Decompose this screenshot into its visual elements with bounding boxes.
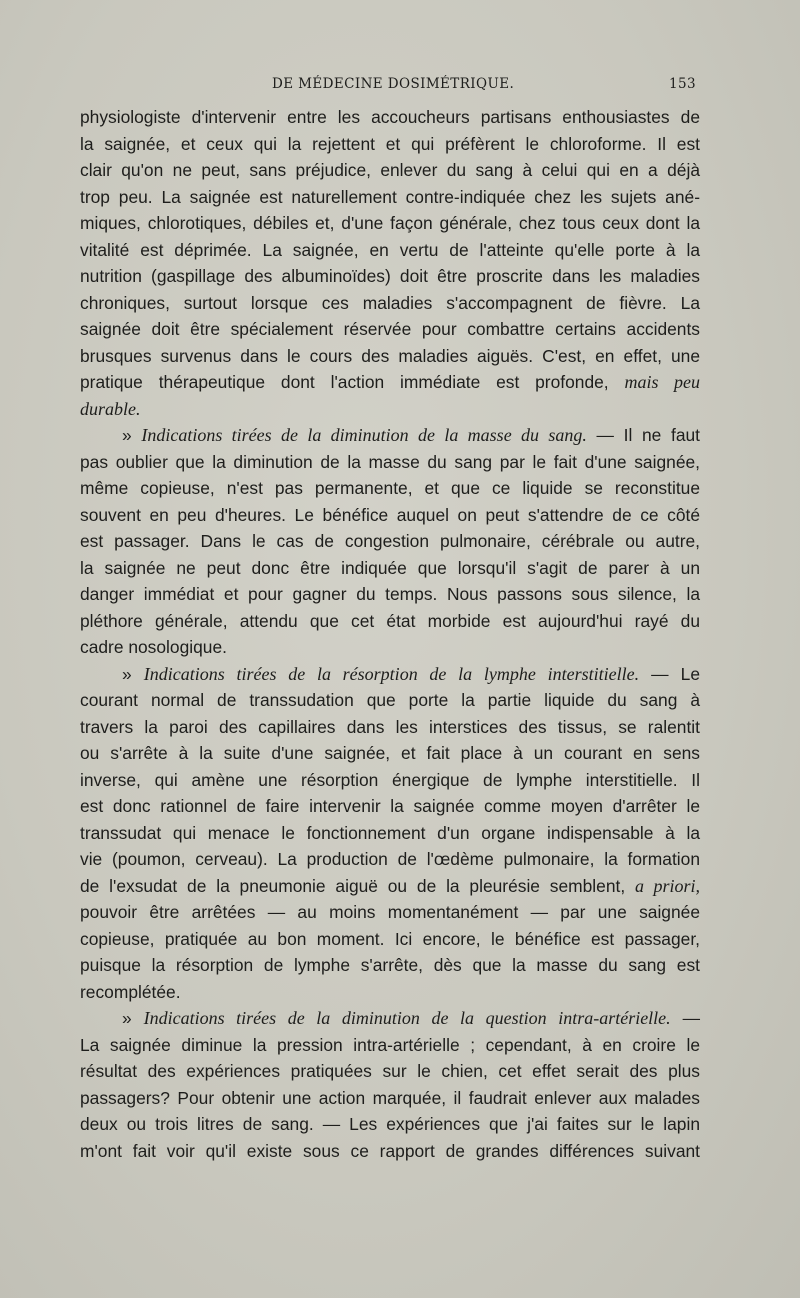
text-line: nutrition (gaspillage des albuminoïdes) doit être proscrite dans les maladies xyxy=(80,266,700,286)
text-line xyxy=(80,422,700,449)
text-line: courant normal de transsudation que porte la partie liquide du sang à xyxy=(80,690,700,710)
text-line: m'ont fait voir qu'il existe sous ce rapport de grandes différences suivant xyxy=(80,1140,700,1161)
text-line xyxy=(80,396,700,423)
text-line: pas oublier que la diminution de la masse du sang par le fait d'une saignée, xyxy=(80,451,700,472)
text-segment: — Le xyxy=(639,663,700,684)
text-line: passagers? Pour obtenir une action marquée, il faudrait enlever aux malades xyxy=(80,1087,700,1108)
text-line: copieuse, pratiquée au bon moment. Ici encore, le bénéfice est passager, xyxy=(80,928,700,949)
text-segment: pratique thérapeutique dont l'action immédiate est profonde, xyxy=(80,372,609,392)
text-line: pléthore générale, attendu que cet état morbide est aujourd'hui rayé du xyxy=(80,610,700,631)
text-line: est passager. Dans le cas de congestion pulmonaire, cérébrale ou autre, xyxy=(80,531,700,551)
text-line: résultat des expériences pratiquées sur le chien, cet effet serait des plus xyxy=(80,1061,700,1081)
text-segment: — xyxy=(670,1008,700,1028)
text-segment: de l'exsudat de la pneumonie aiguë ou de la pleurésie semblent, xyxy=(80,875,626,896)
page-number: 153 xyxy=(669,76,696,92)
running-title: DE MÉDECINE DOSIMÉTRIQUE. xyxy=(272,76,515,92)
section-heading: Indications tirées de la diminution de la question intra-artérielle. xyxy=(143,1008,671,1028)
paragraph xyxy=(80,1005,700,1164)
italic-phrase: a priori, xyxy=(635,875,700,896)
text-line: danger immédiat et pour gagner du temps. Nous passons sous silence, la xyxy=(80,584,700,604)
text-line: deux ou trois litres de sang. — Les expériences que j'ai faites sur le lapin xyxy=(80,1114,700,1134)
text-line: pouvoir être arrêtées — au moins momentanément — par une saignée xyxy=(80,902,700,922)
text-line: travers la paroi des capillaires dans les interstices des tissus, se ralentit xyxy=(80,716,700,737)
text-line xyxy=(80,1005,700,1032)
text-line xyxy=(80,873,700,900)
text-line: est donc rationnel de faire intervenir la saignée comme moyen d'arrêter le xyxy=(80,796,700,816)
text-line: recomplétée. xyxy=(80,981,181,1002)
text-line: brusques survenus dans le cours des maladies aiguës. C'est, en effet, une xyxy=(80,345,700,366)
text-line: cadre nosologique. xyxy=(80,637,227,657)
quote-mark: » xyxy=(122,663,144,684)
text-line: souvent en peu d'heures. Le bénéfice auquel on peut s'attendre de ce côté xyxy=(80,504,700,525)
text-line: miques, chlorotiques, débiles et, d'une façon générale, chez tous ceux dont la xyxy=(80,213,700,233)
text-line: clair qu'on ne peut, sans préjudice, enlever du sang à celui qui en a déjà xyxy=(80,160,700,180)
text-line: transsudat qui menace le fonctionnement d'un organe indispensable à la xyxy=(80,822,700,843)
text-line: saignée doit être spécialement réservée pour combattre certains accidents xyxy=(80,319,700,339)
text-line: inverse, qui amène une résorption énergique de lymphe interstitielle. Il xyxy=(80,769,700,790)
text-line: même copieuse, n'est pas permanente, et que ce liquide se reconstitue xyxy=(80,478,700,498)
text-line: La saignée diminue la pression intra-artérielle ; cependant, à en croire le xyxy=(80,1034,700,1055)
text-line: ou s'arrête à la suite d'une saignée, et fait place à un courant en sens xyxy=(80,743,700,763)
text-line xyxy=(80,661,700,688)
section-heading: Indications tirées de la diminution de la masse du sang. xyxy=(141,425,587,445)
paragraph xyxy=(80,422,700,661)
text-segment: — Il ne faut xyxy=(586,425,700,445)
text-line: vie (poumon, cerveau). La production de l'œdème pulmonaire, la formation xyxy=(80,849,700,869)
italic-phrase: mais peu xyxy=(624,372,700,392)
text-line xyxy=(80,369,700,396)
text-line: chroniques, surtout lorsque ces maladies s'accompagnent de fièvre. La xyxy=(80,292,700,313)
italic-phrase: durable. xyxy=(80,398,141,419)
body-text xyxy=(80,104,700,1164)
text-line: la saignée, et ceux qui la rejettent et qui préfèrent le chloroforme. Il est xyxy=(80,133,700,154)
text-line: trop peu. La saignée est naturellement contre-indiquée chez les sujets ané- xyxy=(80,186,700,207)
text-line: physiologiste d'intervenir entre les accoucheurs partisans enthousiastes de xyxy=(80,107,700,127)
quote-mark: » xyxy=(122,425,142,445)
text-line: vitalité est déprimée. La saignée, en vertu de l'atteinte qu'elle porte à la xyxy=(80,239,700,260)
running-header xyxy=(80,76,700,98)
text-line: puisque la résorption de lymphe s'arrête, dès que la masse du sang est xyxy=(80,955,700,975)
paragraph xyxy=(80,661,700,1006)
quote-mark: » xyxy=(122,1008,144,1028)
text-line: la saignée ne peut donc être indiquée que lorsqu'il s'agit de parer à un xyxy=(80,557,700,578)
section-heading: Indications tirées de la résorption de la lymphe interstitielle. xyxy=(143,663,640,684)
paragraph xyxy=(80,104,700,422)
